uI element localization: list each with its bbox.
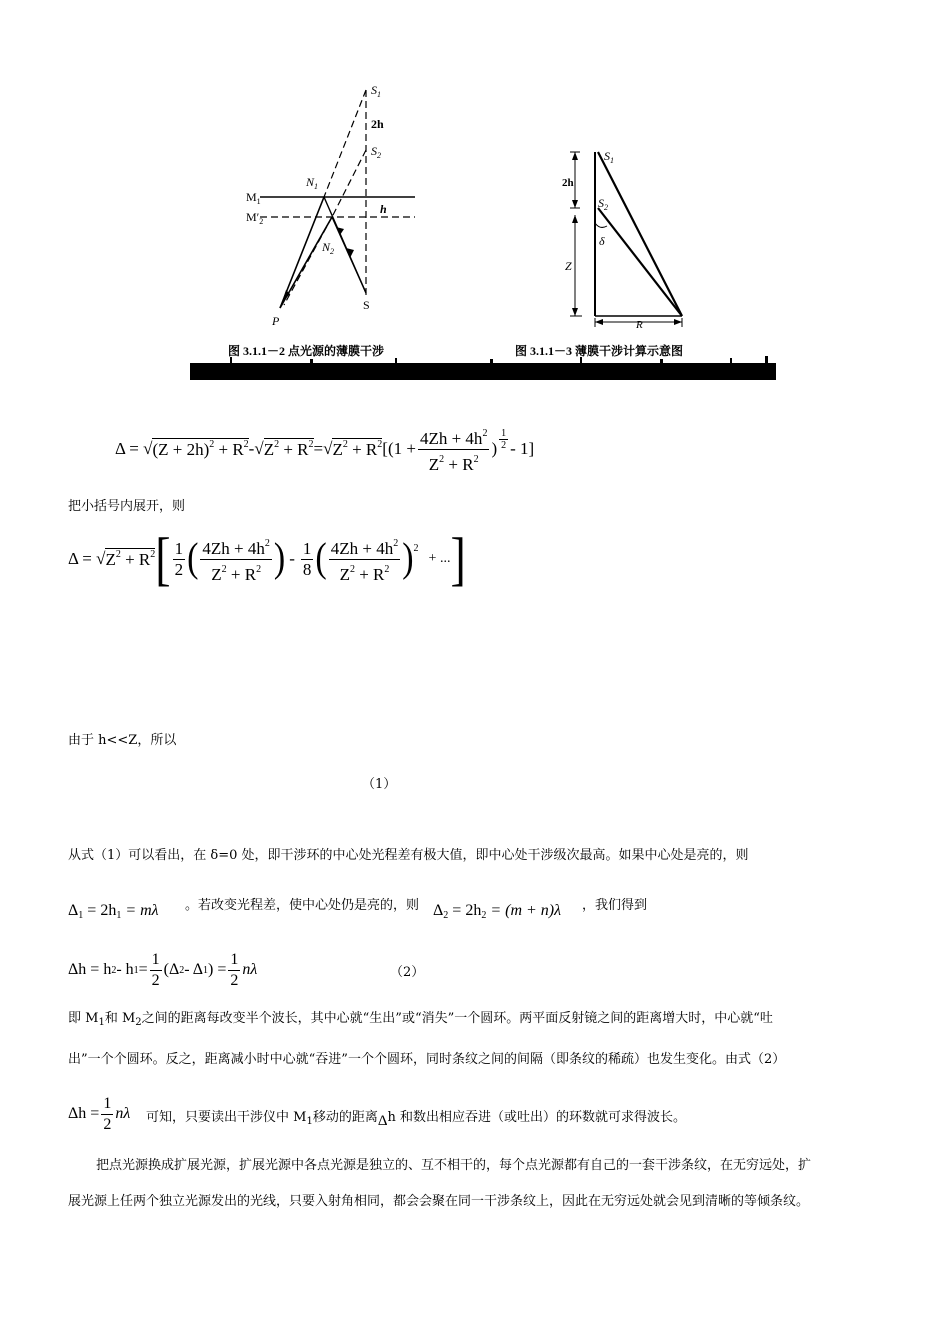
equation-dh2: Δh = $\frac{1}{2}$ nλ [68,1094,131,1133]
equation-delta1: $\Delta_1 = 2h_1 = m\lambda$ [68,902,159,921]
fig1-label-s2: $S_2$ [371,144,381,160]
paragraph-h-less-z: 由于 h<<Z，所以 [68,733,177,748]
fig1-label-h: h [380,202,387,216]
paragraph-expand: 把小括号内展开，则 [68,499,186,514]
fig1-arrow-3 [346,248,354,258]
equation-label-2: （2） [390,965,425,980]
eq-b-right-bracket: ] [450,525,466,592]
eq-a-fraction: $\frac{4Zh + 4h^2}{Z^2 + R^2}$ [418,424,489,475]
paragraph-rings: 出”一个个圆环。反之，距离减小时中心就“吞进”一个个圆环，同时条纹之间的间隔（即条纹的稀疏）也发生变化。由式（2） [68,1052,786,1067]
eq-a-exponent: $\frac{1}{2}$ [501,427,507,451]
fig1-label-s1: $S_1$ [371,83,381,99]
fig1-label-s: S [363,298,370,312]
fig1-ray-s1 [324,90,366,197]
fig2-label-2h: 2h [562,177,574,189]
figure-block [190,80,776,382]
fig1-diagram [260,90,415,308]
paragraph-measure-wavelength: 可知，只要读出干涉仪中 $M_1$移动的距离Δh 和数出相应吞进（或吐出）的环数就可求得波长。 [146,1110,687,1129]
equation-label-1: （1） [362,777,397,792]
equation-b: Δ = √ $Z^2 + R^2$ [ $\frac{1}{2}$ ( $\frac{4Zh + 4h^2}{Z^2 + R^2}$ ) - $\frac{1}{8}$ ( $\frac{4Zh + 4h^2}{Z^2 + R^2}$ ) 2 + ... ] [68,525,466,592]
eq-b-left-bracket: [ [155,525,171,592]
fig2-caption: 图 3.1.1－3 薄膜干涉计算示意图 [515,344,684,358]
fig1-caption: 图 3.1.1－2 点光源的薄膜干涉 [228,344,385,358]
fig2-arc [595,223,607,227]
scan-bar [190,363,776,380]
fig1-label-p: P [272,314,280,328]
fig2-label-r: R [636,319,643,331]
fig1-label-m1: $M_1$ [246,190,261,206]
fig1-label-n1: $N_1$ [306,175,319,191]
fig2-label-s1: $S_1$ [604,149,614,165]
fig1-ray-s2 [332,150,366,217]
paragraph-half-wavelength: 即 $M_1$和 $M_2$之间的距离每改变半个波长，其中心就“生出”或“消失”一个圆环。两平面反射镜之间的距离增大时，中心就“吐 [68,1011,773,1028]
paragraph-center-max: 从式（1）可以看出，在 δ=0 处，即干涉环的中心处光程差有极大值，即中心处干涉级次最高。如果中心处是亮的，则 [68,848,749,863]
fig2-label-z: Z [565,259,572,273]
figures-svg [190,80,776,382]
fig2-hyp-s2 [598,208,682,316]
fig2-labels [562,149,643,331]
fig2-hyp-s1 [598,152,682,316]
fig1-label-m2: $M'_2$ [246,210,264,226]
fig2-diagram [570,152,682,327]
paragraph-change-path: 。若改变光程差，使中心处仍是亮的，则 [185,898,420,913]
fig2-label-s2: $S_2$ [598,196,608,212]
fig2-label-delta: δ [599,234,605,248]
fig1-arrow-2 [336,227,344,235]
paragraph-we-get: ，我们得到 [582,898,648,913]
paragraph-extended-source-1: 把点光源换成扩展光源，扩展光源中各点光源是独立的、互不相干的，每个点光源都有自己的一套干涉条纹，在无穷远处，扩 [96,1158,812,1173]
fig1-label-2h: 2h [371,117,384,131]
fig1-label-n2: $N_2$ [322,240,335,256]
equation-delta2: $\Delta_2 = 2h_2 = (m + n)\lambda$ [433,902,562,921]
equation-dh: Δh = h 2 - h 1 = $\frac{1}{2}$ (Δ 2 - Δ 1 ) = $\frac{1}{2}$ nλ [68,950,258,989]
paragraph-extended-source-2: 展光源上任两个独立光源发出的光线，只要入射角相同，都会会聚在同一干涉条纹上，因此在无穷远处就会见到清晰的等倾条纹。 [68,1194,810,1209]
equation-a: Δ = √ $(Z + 2h)^2 + R^2$ - √ $Z^2 + R^2$ = √ $Z^2 + R^2$ [(1 + $\frac{4Zh + 4h^2}{Z^2 + R^2}$ ) $\frac{1}{2}$ - 1] [115,422,534,476]
